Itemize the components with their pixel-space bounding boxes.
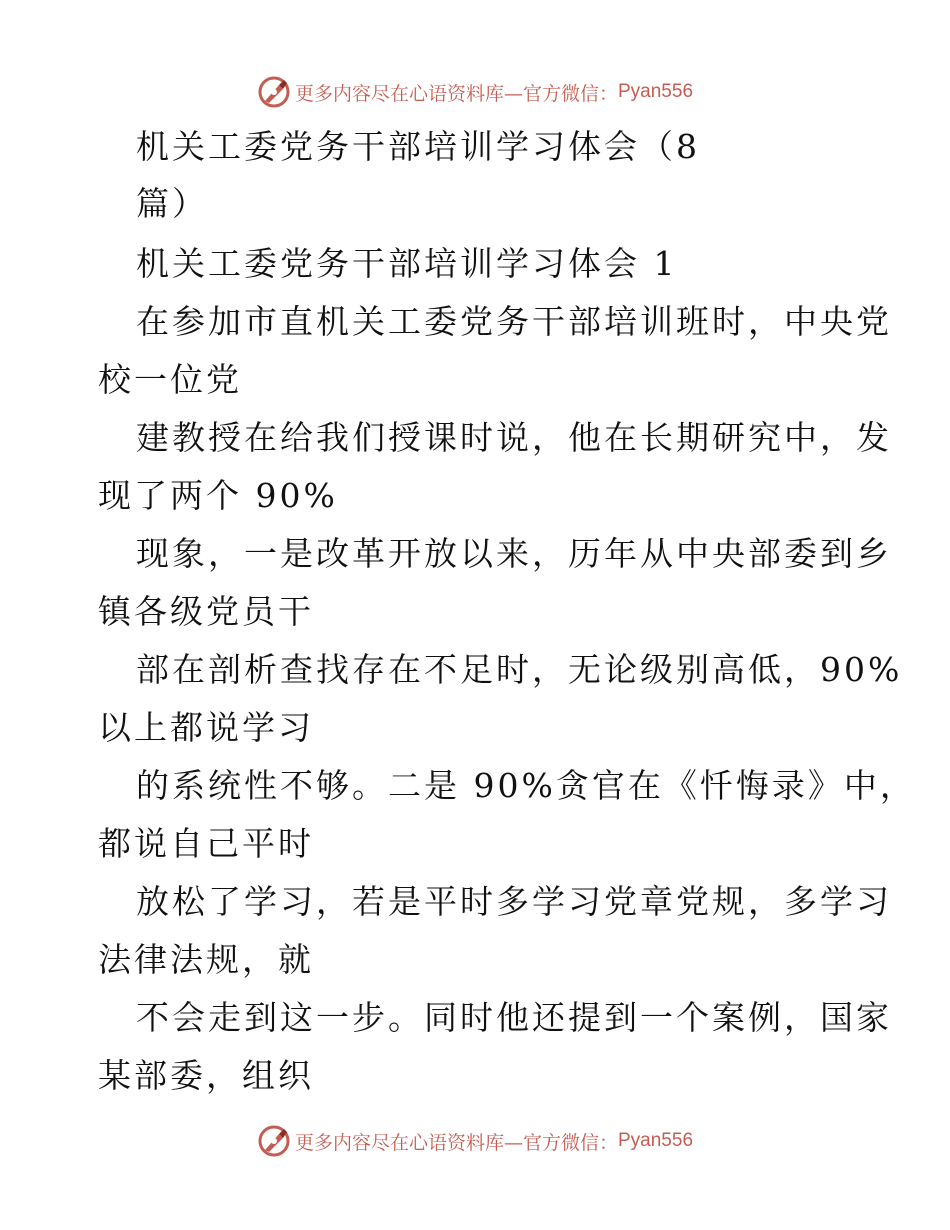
- paragraph-line: 现象，一是改革开放以来，历年从中央部委到乡: [136, 534, 892, 573]
- footer-banner: [0, 1121, 950, 1161]
- footer-banner-wechat-id: Pyan556: [618, 1130, 694, 1151]
- header-banner: [0, 72, 950, 112]
- header-banner-text: 更多内容尽在心语资料库—官方微信：: [294, 82, 618, 105]
- document-title-line-1: 机关工委党务干部培训学习体会（8: [136, 127, 700, 166]
- paragraph-line: 的系统性不够。二是 90%贪官在《忏悔录》中，: [136, 766, 916, 805]
- paragraph-line: 部在剖析查找存在不足时，无论级别高低，90%: [136, 650, 903, 689]
- paragraph-line: 校一位党: [98, 360, 242, 399]
- paragraph-line: 都说自己平时: [98, 824, 314, 863]
- paragraph-line: 现了两个 90%: [98, 476, 338, 515]
- paragraph-line: 建教授在给我们授课时说，他在长期研究中，发: [136, 418, 892, 457]
- paragraph-line: 不会走到这一步。同时他还提到一个案例，国家: [136, 998, 892, 1037]
- document-title-line-2: 篇）: [136, 184, 208, 223]
- paragraph-line: 某部委，组织: [98, 1056, 314, 1095]
- footer-banner-text: 更多内容尽在心语资料库—官方微信：: [294, 1131, 618, 1154]
- paragraph-line: 在参加市直机关工委党务干部培训班时，中央党: [136, 302, 892, 341]
- paragraph-line: 以上都说学习: [98, 708, 314, 747]
- paragraph-line: 法律法规，就: [98, 940, 314, 979]
- paragraph-line: 镇各级党员干: [98, 592, 314, 631]
- pen-logo-icon: [257, 75, 291, 109]
- paragraph-line: 放松了学习，若是平时多学习党章党规，多学习: [136, 882, 892, 921]
- header-banner-wechat-id: Pyan556: [618, 81, 694, 102]
- pen-logo-icon: [257, 1124, 291, 1158]
- section-heading: 机关工委党务干部培训学习体会 1: [136, 244, 678, 283]
